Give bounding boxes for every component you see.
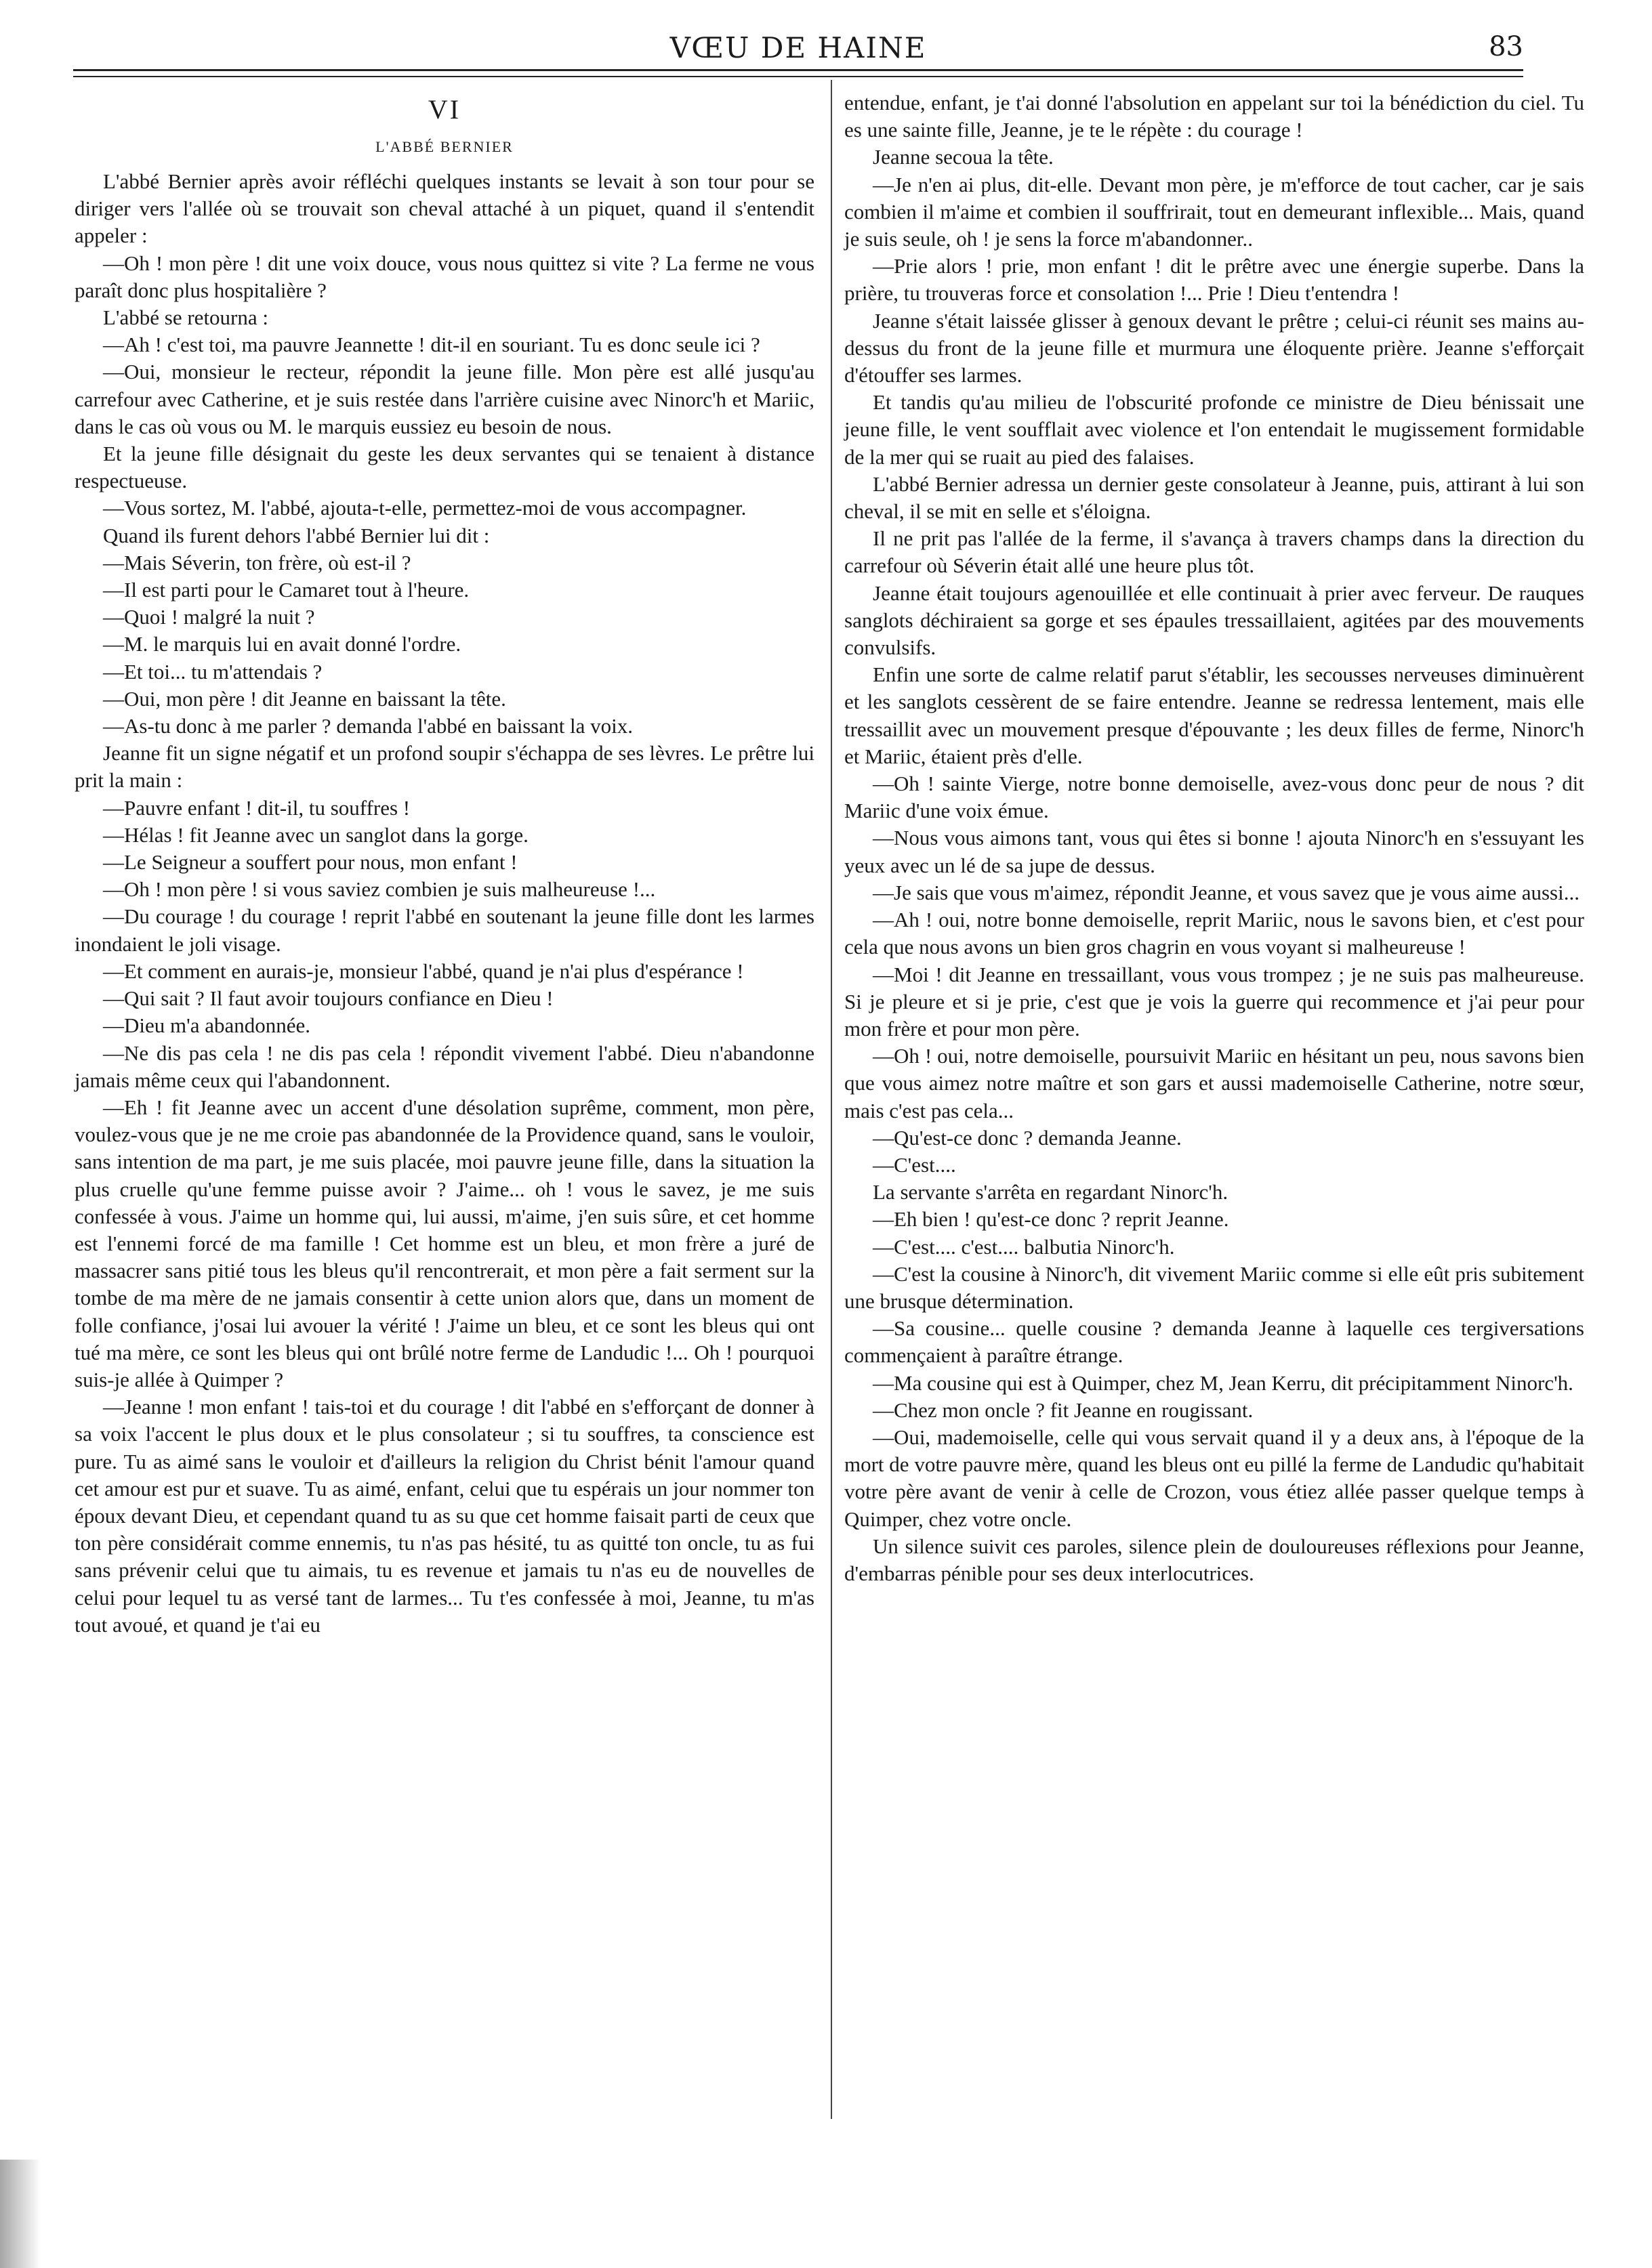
paragraph: —Chez mon oncle ? fit Jeanne en rougissant.	[873, 1398, 1254, 1422]
paragraph: —Le Seigneur a souffert pour nous, mon enfant !	[103, 850, 518, 875]
paragraph: —Oh ! mon père ! si vous saviez combien je suis malheureuse !...	[103, 877, 656, 902]
paragraph: —Jeanne ! mon enfant ! tais-toi et du courage ! dit l'abbé en s'efforçant de donner à sa voix l'accent le plus doux et le plus consolateur ; si tu souffres, ta conscience est pure. Tu as aimé sans le vouloir et d'ailleurs la religion du Christ bénit l'amour quand cet amour est pur et suave. Tu as aimé, enfant, celui que tu espérais un jour nommer ton époux devant Dieu, et cependant quand tu as su que cet homme faisait parti de ceux que ton père considérait comme ennemis, tu n'as pas hésité, tu as quitté ton oncle, tu as fui sans prévenir celui que tu aimais, tu es revenue et jamais tu n'as eu de nouvelles de celui pour lequel tu as versé tant de larmes... Tu t'es confessée à moi, Jeanne, tu m'as tout avoué, et quand je t'ai eu	[75, 1395, 814, 1637]
paragraph: entendue, enfant, je t'ai donné l'absolution en appelant sur toi la bénédiction du ciel. Tu es une sainte fille, Jeanne, je te le répète : du courage !	[844, 91, 1584, 142]
paragraph: —C'est.... c'est.... balbutia Ninorc'h.	[873, 1234, 1175, 1259]
paragraph: —Ma cousine qui est à Quimper, chez M, Jean Kerru, dit précipitamment Ninorc'h.	[873, 1370, 1573, 1395]
paragraph: Quand ils furent dehors l'abbé Bernier lui dit :	[103, 523, 490, 547]
paragraph: —Je sais que vous m'aimez, répondit Jeanne, et vous savez que je vous aime aussi...	[873, 880, 1579, 904]
left-column	[75, 89, 814, 1639]
paragraph: —Ne dis pas cela ! ne dis pas cela ! répondit vivement l'abbé. Dieu n'abandonne jamais même ceux qui l'abandonnent.	[75, 1041, 814, 1092]
scan-edge-shadow	[0, 2160, 41, 2268]
paragraph: Un silence suivit ces paroles, silence plein de douloureuses réflexions pour Jeanne, d'embarras pénible pour ses deux interlocutrices.	[844, 1534, 1584, 1585]
paragraph: —Eh bien ! qu'est-ce donc ? reprit Jeanne.	[873, 1207, 1229, 1232]
paragraph: —Qu'est-ce donc ? demanda Jeanne.	[873, 1125, 1182, 1150]
paragraph: —Dieu m'a abandonnée.	[103, 1013, 311, 1038]
chapter-number: VI	[428, 94, 461, 125]
paragraph: —Oui, mon père ! dit Jeanne en baissant la tête.	[103, 686, 506, 711]
paragraph: —Oui, monsieur le recteur, répondit la jeune fille. Mon père est allé jusqu'au carrefour avec Catherine, et je suis restée dans l'arrière cuisine avec Ninorc'h et Mariic, dans le cas où vous ou M. le marquis eussiez eu besoin de nous.	[75, 360, 814, 438]
paragraph: —C'est la cousine à Ninorc'h, dit vivement Mariic comme si elle eût pris subitement une brusque détermination.	[844, 1261, 1584, 1313]
paragraph: Jeanne était toujours agenouillée et elle continuait à prier avec ferveur. De rauques sanglots déchiraient sa gorge et ses épaules tressaillaient, agitées par des mouvements convulsifs.	[844, 581, 1584, 660]
paragraph: —Pauvre enfant ! dit-il, tu souffres !	[103, 795, 411, 820]
paragraph: Jeanne secoua la tête.	[873, 145, 1054, 169]
paragraph: —Oui, mademoiselle, celle qui vous servait quand il y a deux ans, à l'époque de la mort de votre pauvre mère, quand les bleus ont eu pillé la ferme de Landudic qu'habitait votre père avant de venir à celle de Crozon, vous étiez allée passer quelque temps à Quimper, chez votre oncle.	[844, 1425, 1584, 1531]
paragraph: —Sa cousine... quelle cousine ? demanda Jeanne à laquelle ces tergiversations commençaient à paraître étrange.	[844, 1316, 1584, 1368]
paragraph: —Ah ! c'est toi, ma pauvre Jeannette ! dit-il en souriant. Tu es donc seule ici ?	[103, 333, 760, 357]
paragraph: L'abbé Bernier après avoir réfléchi quelques instants se levait à son tour pour se diriger vers l'allée où se trouvait son cheval attaché à un piquet, quand il s'entendit appeler :	[75, 169, 814, 248]
paragraph: —Et comment en aurais-je, monsieur l'abbé, quand je n'ai plus d'espérance !	[103, 959, 744, 983]
paragraph: —C'est....	[873, 1152, 956, 1177]
column-divider	[831, 80, 832, 2119]
header-rule-thin	[73, 76, 1523, 77]
paragraph: L'abbé se retourna :	[103, 306, 269, 330]
paragraph: La servante s'arrêta en regardant Ninorc'h.	[873, 1180, 1228, 1204]
paragraph: —M. le marquis lui en avait donné l'ordre.	[103, 632, 461, 656]
paragraph: —Et toi... tu m'attendais ?	[103, 659, 323, 684]
chapter-title: L'ABBÉ BERNIER	[375, 138, 514, 155]
paragraph: —Moi ! dit Jeanne en tressaillant, vous vous trompez ; je ne suis pas malheureuse. Si je pleure et si je prie, c'est que je vois la guerre qui recommence et j'ai peur pour mon frère et pour mon père.	[844, 962, 1584, 1041]
header-rule-thick	[73, 69, 1523, 71]
paragraph: —Ah ! oui, notre bonne demoiselle, reprit Mariic, nous le savons bien, et c'est pour cela que nous avons un bien gros chagrin en vous voyant si malheureuse !	[844, 908, 1584, 959]
paragraph: Jeanne fit un signe négatif et un profond soupir s'échappa de ses lèvres. Le prêtre lui prit la main :	[75, 741, 814, 793]
paragraph: —As-tu donc à me parler ? demanda l'abbé en baissant la voix.	[103, 714, 634, 738]
right-column	[844, 89, 1584, 1587]
paragraph: —Oh ! mon père ! dit une voix douce, vous nous quittez si vite ? La ferme ne vous paraît donc plus hospitalière ?	[75, 251, 814, 302]
paragraph: —Qui sait ? Il faut avoir toujours confiance en Dieu !	[103, 986, 554, 1011]
paragraph: Enfin une sorte de calme relatif parut s'établir, les secousses nerveuses diminuèrent et les sanglots cessèrent de se faire entendre. Jeanne se redressa lentement, mais elle tressaillit avec un mouvement presque d'épouvante ; les deux filles de ferme, Ninorc'h et Mariic, étaient près d'elle.	[844, 663, 1584, 768]
paragraph: —Hélas ! fit Jeanne avec un sanglot dans la gorge.	[103, 822, 529, 847]
paragraph: L'abbé Bernier adressa un dernier geste consolateur à Jeanne, puis, attirant à lui son cheval, il se mit en selle et s'éloigna.	[844, 471, 1584, 524]
page-number: 83	[1489, 31, 1523, 62]
paragraph: —Vous sortez, M. l'abbé, ajouta-t-elle, permettez-moi de vous accompagner.	[103, 496, 747, 520]
paragraph: —Quoi ! malgré la nuit ?	[103, 605, 315, 629]
paragraph: —Prie alors ! prie, mon enfant ! dit le prêtre avec une énergie superbe. Dans la prière, tu trouveras force et consolation !... Prie ! Dieu t'entendra !	[844, 254, 1584, 306]
paragraph: —Du courage ! du courage ! reprit l'abbé en soutenant la jeune fille dont les larmes inondaient le joli visage.	[75, 904, 814, 956]
paragraph: —Eh ! fit Jeanne avec un accent d'une désolation suprême, comment, mon père, voulez-vous que je ne me croie pas abandonnée de la Providence quand, sans le vouloir, sans intention de ma part, je me suis placée, moi pauvre jeune fille, dans la situation la plus cruelle qu'une femme puisse avoir ? J'aime... oh ! vous le savez, je me suis confessée à vous. J'aime un homme qui, lui aussi, m'aime, j'en suis sûre, et cet homme est l'ennemi forcé de ma famille ! Cet homme est un bleu, et mon frère a juré de massacrer sans pitié tous les bleus qu'il rencontrerait, et mon père a fait serment sur la tombe de ma mère de ne jamais consentir à cette union alors que, dans un moment de folle confiance, j'osai lui avouer la vérité ! J'aime un bleu, et ce sont les bleus qui ont tué ma mère, ce sont les bleus qui ont brûlé notre ferme de Landudic !... Oh ! pourquoi suis-je allée à Quimper ?	[75, 1095, 815, 1391]
running-title: VŒU DE HAINE	[669, 31, 927, 64]
paragraph: Jeanne s'était laissée glisser à genoux devant le prêtre ; celui-ci réunit ses mains au-dessus du front de la jeune fille et murmura une éloquente prière. Jeanne s'efforçait d'étouffer ses larmes.	[844, 308, 1584, 387]
running-header	[73, 27, 1523, 68]
paragraph: —Il est parti pour le Camaret tout à l'heure.	[103, 578, 470, 602]
paragraph: —Oh ! sainte Vierge, notre bonne demoiselle, avez-vous donc peur de nous ? dit Mariic d'une voix émue.	[844, 772, 1584, 823]
paragraph: Et la jeune fille désignait du geste les deux servantes qui se tenaient à distance respectueuse.	[75, 442, 814, 493]
paragraph: —Nous vous aimons tant, vous qui êtes si bonne ! ajouta Ninorc'h en s'essuyant les yeux avec un lé de sa jupe de dessus.	[844, 826, 1584, 877]
paragraph: Et tandis qu'au milieu de l'obscurité profonde ce ministre de Dieu bénissait une jeune fille, le vent soufflait avec violence et l'on entendait le mugissement formidable de la mer qui se ruait au pied des falaises.	[844, 390, 1584, 469]
paragraph: Il ne prit pas l'allée de la ferme, il s'avança à travers champs dans la direction du carrefour où Séverin était allé une heure plus tôt.	[844, 526, 1584, 578]
paragraph: —Mais Séverin, ton frère, où est-il ?	[103, 550, 411, 574]
paragraph: —Oh ! oui, notre demoiselle, poursuivit Mariic en hésitant un peu, nous savons bien que vous aimez notre maître et son gars et aussi mademoiselle Catherine, notre sœur, mais c'est pas cela...	[844, 1044, 1584, 1122]
paragraph: —Je n'en ai plus, dit-elle. Devant mon père, je m'efforce de tout cacher, car je sais combien il m'aime et combien il souffrirait, tout en demeurant inflexible... Mais, quand je suis seule, oh ! je sens la force m'abandonner..	[844, 172, 1584, 251]
